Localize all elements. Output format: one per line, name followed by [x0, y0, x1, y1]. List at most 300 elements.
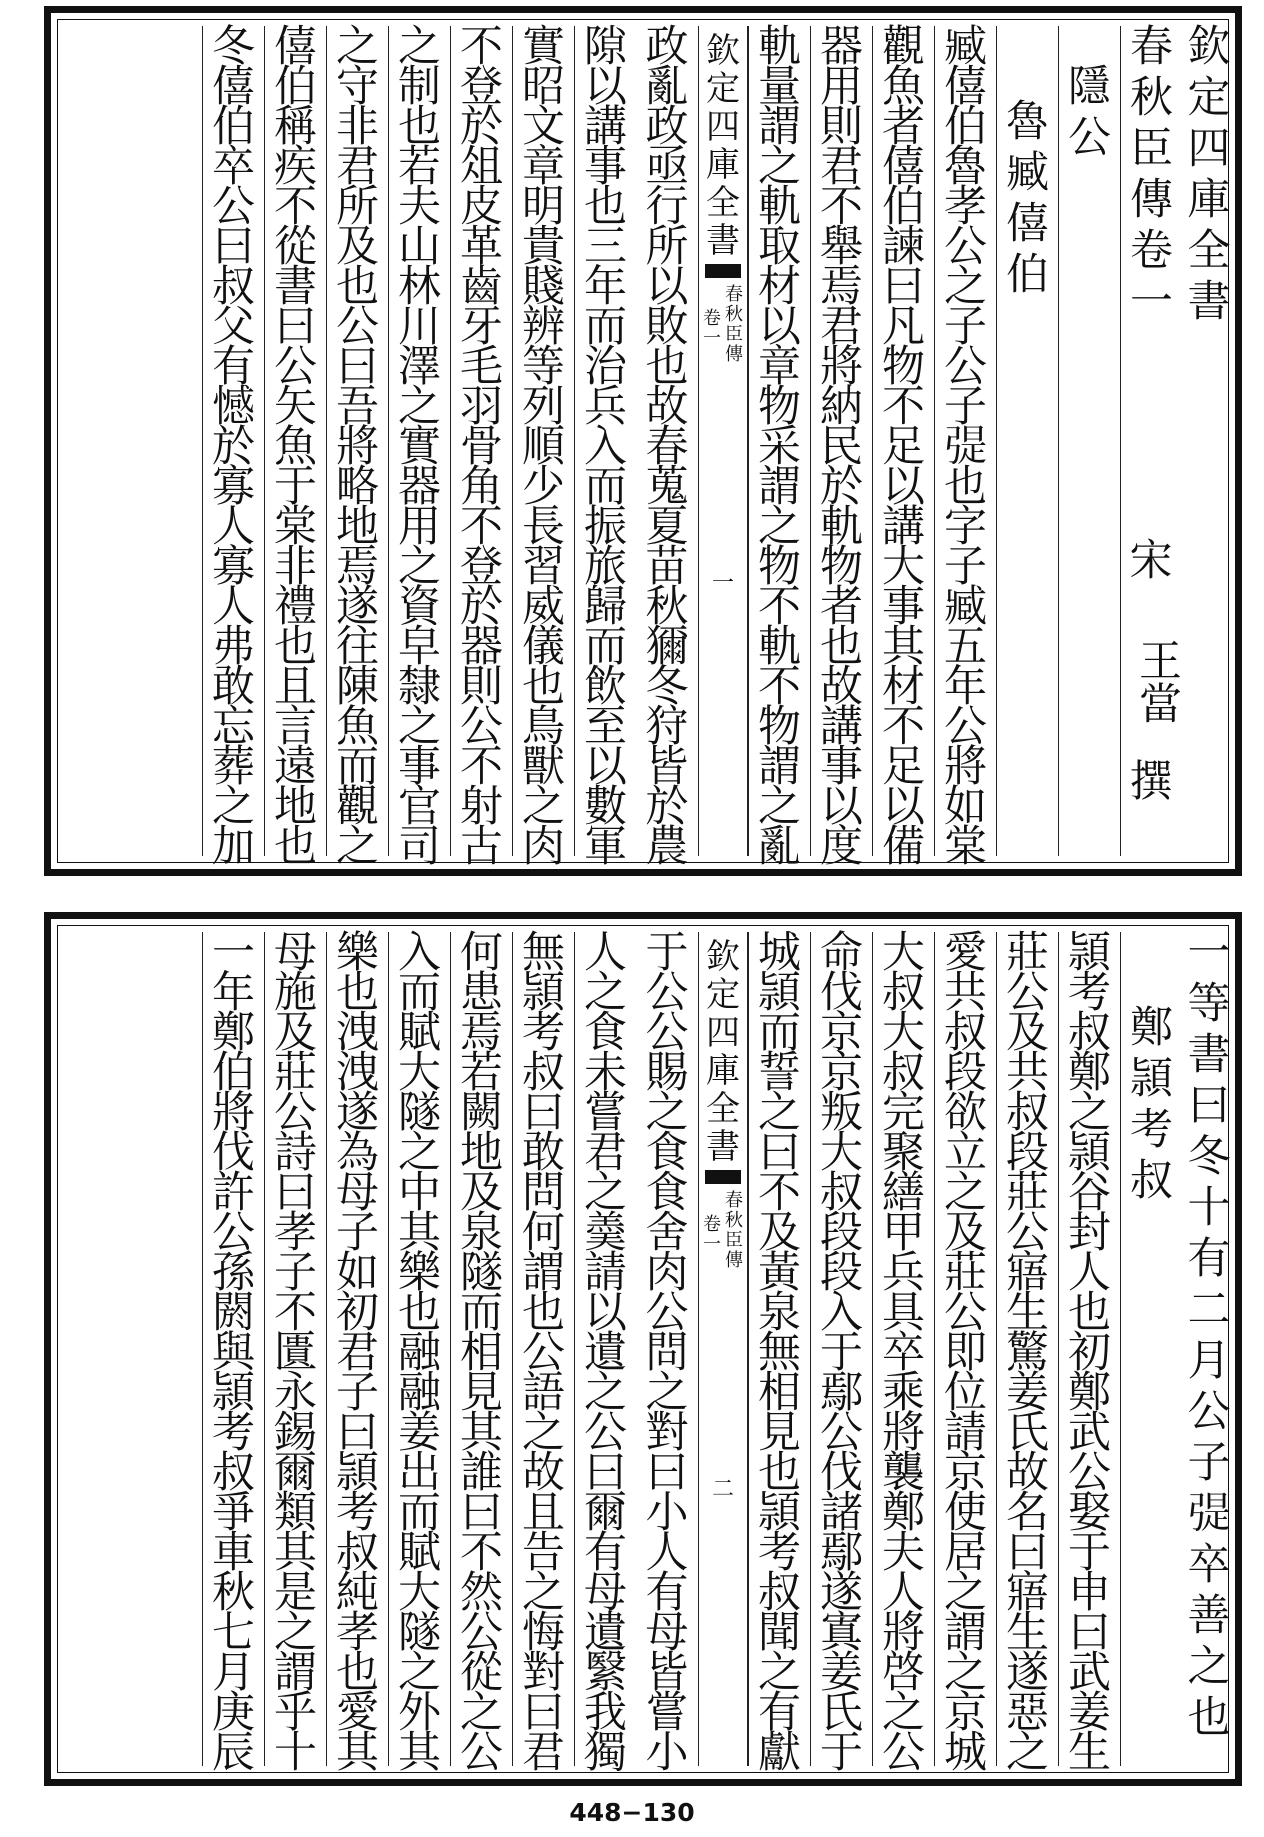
glyph: 姜: [398, 1408, 441, 1458]
glyph: 君: [336, 1328, 379, 1378]
glyph: 生: [1006, 1608, 1049, 1658]
glyph: 年: [944, 662, 987, 712]
glyph: 往: [336, 622, 379, 672]
glyph: 大: [882, 928, 925, 978]
glyph: 公: [645, 968, 689, 1018]
glyph: 之: [1006, 1728, 1049, 1778]
glyph: 公: [944, 222, 987, 272]
glyph: 將: [944, 742, 987, 792]
glyph: 苗: [645, 542, 689, 592]
glyph: 觀: [882, 22, 925, 72]
glyph: 子: [944, 542, 987, 592]
glyph: 冬: [1187, 1132, 1231, 1182]
glyph: 章: [758, 342, 801, 392]
gutter-book-glyph: 春: [725, 284, 743, 305]
glyph: 足: [882, 422, 925, 472]
glyph: 曰: [882, 262, 925, 312]
glyph: 考: [212, 1408, 255, 1458]
glyph: 樂: [336, 928, 379, 978]
glyph: 角: [460, 462, 503, 512]
glyph: 我: [584, 1688, 627, 1738]
glyph: 物: [758, 542, 801, 592]
glyph: 不: [460, 1528, 503, 1578]
glyph: 母: [645, 1608, 689, 1658]
glyph: 之: [758, 502, 801, 552]
page-top: [44, 6, 1242, 876]
glyph: 不: [758, 662, 801, 712]
glyph: 公: [820, 1408, 863, 1458]
glyph: 三: [584, 222, 627, 272]
glyph: 而: [584, 302, 627, 352]
glyph: 十: [274, 1728, 317, 1778]
gutter-title-glyph: 庫: [706, 1051, 740, 1091]
glyph: 夫: [882, 1528, 925, 1578]
text-column: [264, 22, 326, 872]
glyph: 子: [1187, 1438, 1231, 1488]
text-column: [326, 928, 388, 1778]
text-column: [1058, 928, 1120, 1778]
glyph: 定: [1187, 73, 1231, 123]
glyph: 命: [820, 928, 863, 978]
glyph: 材: [882, 662, 925, 712]
glyph: 魯: [1006, 97, 1049, 147]
glyph: 旅: [584, 542, 627, 592]
glyph: 於: [460, 102, 503, 152]
glyph: 之: [758, 782, 801, 832]
glyph: 狩: [645, 702, 689, 752]
glyph: 諫: [882, 222, 925, 272]
glyph: 謂: [758, 462, 801, 512]
glyph: 施: [274, 968, 317, 1018]
glyph: 伐: [820, 968, 863, 1018]
glyph: 曰: [584, 1448, 627, 1498]
glyph: 之: [882, 1688, 925, 1738]
glyph: 也: [274, 622, 317, 672]
glyph: 政: [645, 22, 689, 72]
glyph: 將: [820, 342, 863, 392]
glyph: 者: [820, 582, 863, 632]
glyph: 所: [336, 182, 379, 232]
glyph: 皆: [645, 742, 689, 792]
glyph: 儀: [522, 622, 565, 672]
glyph: 也: [758, 1448, 801, 1498]
glyph: 及: [274, 1008, 317, 1058]
glyph: 俎: [460, 142, 503, 192]
glyph: 曰: [336, 1408, 379, 1458]
glyph: 物: [758, 702, 801, 752]
glyph: 錫: [274, 1408, 317, 1458]
glyph: 卒: [1187, 1540, 1231, 1590]
glyph: 孝: [336, 1608, 379, 1658]
glyph: 欽: [1187, 22, 1231, 72]
glyph: 非: [274, 542, 317, 592]
glyph: 公: [1006, 1208, 1049, 1258]
glyph: 隧: [460, 1248, 503, 1298]
glyph: 母: [274, 928, 317, 978]
glyph: 伯: [274, 62, 317, 112]
glyph: 葬: [212, 742, 255, 792]
glyph: 君: [336, 142, 379, 192]
glyph: 而: [398, 968, 441, 1018]
glyph: 冬: [645, 662, 689, 712]
glyph: 足: [882, 742, 925, 792]
glyph: 將: [212, 1088, 255, 1138]
glyph: 遂: [1006, 1648, 1049, 1698]
glyph: 長: [522, 502, 565, 552]
glyph: 行: [645, 182, 689, 232]
glyph: 焉: [460, 1008, 503, 1058]
page-bottom: [44, 912, 1242, 1786]
glyph: 十: [1187, 1183, 1231, 1233]
text-column: [202, 22, 264, 872]
glyph: 子: [336, 1208, 379, 1258]
glyph: 及: [758, 1208, 801, 1258]
glyph: 甲: [882, 1208, 925, 1258]
glyph: 章: [522, 142, 565, 192]
glyph: 之: [584, 968, 627, 1018]
glyph: 數: [584, 782, 627, 832]
glyph: 庚: [212, 1688, 255, 1738]
glyph: 子: [944, 302, 987, 352]
glyph: 叔: [336, 1528, 379, 1578]
glyph: 頴: [758, 1488, 801, 1538]
glyph: 相: [460, 1328, 503, 1378]
glyph: 鄭: [1068, 1048, 1111, 1098]
glyph: 小: [645, 1728, 689, 1778]
glyph: 黃: [758, 1248, 801, 1298]
glyph: 兵: [882, 1248, 925, 1298]
glyph: 肉: [645, 1248, 689, 1298]
glyph: 不: [882, 702, 925, 752]
glyph: 且: [274, 662, 317, 712]
glyph: 謂: [758, 102, 801, 152]
glyph: 𢐂: [944, 422, 987, 472]
glyph: 曰: [274, 302, 317, 352]
glyph: 蒐: [645, 462, 689, 512]
glyph: 焉: [336, 542, 379, 592]
glyph: 於: [820, 462, 863, 512]
glyph: 則: [820, 102, 863, 152]
glyph: 谷: [1068, 1168, 1111, 1218]
glyph: 書: [274, 262, 317, 312]
glyph: 子: [336, 1368, 379, 1418]
glyph: 皮: [460, 182, 503, 232]
glyph: 驚: [1006, 1328, 1049, 1378]
glyph: 君: [820, 302, 863, 352]
glyph: 爭: [212, 1488, 255, 1538]
glyph: 伯: [212, 102, 255, 152]
glyph: 公: [645, 1288, 689, 1338]
glyph: 軍: [584, 822, 627, 872]
glyph: 不: [460, 742, 503, 792]
glyph: 從: [460, 1648, 503, 1698]
glyph: 謂: [522, 1248, 565, 1298]
glyph: 詩: [274, 1128, 317, 1178]
glyph: 略: [336, 462, 379, 512]
glyph: 其: [336, 1728, 379, 1778]
glyph: 叔: [944, 1008, 987, 1058]
glyph: 曰: [645, 1448, 689, 1498]
gutter-title-glyph: 全: [706, 183, 740, 223]
glyph: 羮: [584, 1208, 627, 1258]
glyph: 不: [758, 1168, 801, 1218]
glyph: 軌: [758, 22, 801, 72]
glyph: 謂: [758, 742, 801, 792]
glyph: 而: [758, 1008, 801, 1058]
glyph: 書: [1187, 277, 1231, 327]
glyph: 魚: [274, 422, 317, 472]
glyph: 其: [398, 1728, 441, 1778]
glyph: 寡: [212, 542, 255, 592]
glyph: 而: [584, 622, 627, 672]
glyph: 于: [820, 1328, 863, 1378]
glyph: 登: [460, 542, 503, 592]
glyph: 京: [820, 1008, 863, 1058]
glyph: 考: [758, 1528, 801, 1578]
text-column: [996, 928, 1058, 1778]
glyph: 五: [944, 622, 987, 672]
glyph: 將: [882, 1608, 925, 1658]
glyph: 啓: [882, 1648, 925, 1698]
glyph: 為: [336, 1128, 379, 1178]
fishtail-mark: [705, 264, 741, 278]
glyph: 遺: [584, 1608, 627, 1658]
glyph: 川: [398, 302, 441, 352]
gutter-book-glyph: 秋: [725, 304, 743, 325]
glyph: 匱: [274, 1328, 317, 1378]
glyph: 何: [460, 928, 503, 978]
glyph: 之: [758, 142, 801, 192]
glyph: 僖: [944, 62, 987, 112]
glyph: 之: [944, 1648, 987, 1698]
glyph: 如: [944, 782, 987, 832]
glyph: 見: [460, 1368, 503, 1418]
text-column: [1058, 26, 1120, 856]
glyph: 純: [336, 1568, 379, 1618]
glyph: 及: [336, 222, 379, 272]
glyph: 順: [522, 422, 565, 472]
glyph: 叔: [758, 1568, 801, 1618]
glyph: 齒: [460, 262, 503, 312]
page-frame: [57, 925, 1231, 1778]
glyph: 傳: [1130, 175, 1173, 225]
glyph: 之: [758, 1648, 801, 1698]
glyph: 曰: [522, 1088, 565, 1138]
glyph: 古: [460, 822, 503, 872]
glyph: 位: [944, 1368, 987, 1418]
glyph: 氏: [1006, 1408, 1049, 1458]
glyph: 以: [584, 1288, 627, 1338]
glyph: 頴: [758, 968, 801, 1018]
glyph: 以: [882, 462, 925, 512]
glyph: 用: [820, 62, 863, 112]
glyph: 大: [398, 1048, 441, 1098]
glyph: 獨: [584, 1728, 627, 1778]
glyph: 若: [460, 1048, 503, 1098]
glyph: 無: [758, 1328, 801, 1378]
glyph: 不: [274, 1288, 317, 1338]
glyph: 之: [584, 1168, 627, 1218]
text-column: [1182, 928, 1236, 1766]
glyph: 庫: [1187, 175, 1231, 225]
gutter-title-glyph: 定: [706, 69, 740, 109]
author-line: [1120, 536, 1182, 812]
fishtail-mark: [705, 1170, 741, 1184]
glyph: 地: [336, 502, 379, 552]
gutter-title-glyph: 庫: [706, 145, 740, 185]
text-column: [934, 22, 996, 872]
glyph: 射: [460, 782, 503, 832]
glyph: 也: [944, 462, 987, 512]
glyph: 敢: [212, 662, 255, 712]
glyph: 列: [522, 382, 565, 432]
glyph: 守: [336, 62, 379, 112]
glyph: 也: [820, 622, 863, 672]
glyph: 叔: [1006, 1088, 1049, 1138]
author-dynasty: 宋: [1129, 536, 1173, 586]
glyph: 之: [1068, 1088, 1111, 1138]
glyph: 官: [398, 782, 441, 832]
glyph: 鄭: [1068, 1368, 1111, 1418]
glyph: 之: [944, 1568, 987, 1618]
glyph: 之: [645, 1088, 689, 1138]
glyph: 謂: [944, 1608, 987, 1658]
glyph: 立: [944, 1128, 987, 1178]
glyph: 入: [820, 1288, 863, 1338]
glyph: 月: [1187, 1336, 1231, 1386]
glyph: 羽: [460, 382, 503, 432]
glyph: 何: [522, 1208, 565, 1258]
glyph: 頴: [336, 1448, 379, 1498]
glyph: 泉: [758, 1288, 801, 1338]
glyph: 寘: [820, 1608, 863, 1658]
glyph: 曰: [1068, 1608, 1111, 1658]
glyph: 於: [212, 422, 255, 472]
text-column: [512, 22, 574, 872]
glyph: 亂: [645, 62, 689, 112]
glyph: 洩: [336, 1048, 379, 1098]
glyph: 獸: [522, 742, 565, 792]
glyph: 其: [398, 1208, 441, 1258]
gutter-title-glyph: 定: [706, 975, 740, 1015]
text-column: [810, 928, 872, 1778]
glyph: 曰: [212, 222, 255, 272]
glyph: 事: [584, 142, 627, 192]
glyph: 食: [584, 1008, 627, 1058]
glyph: 誓: [758, 1048, 801, 1098]
glyph: 用: [398, 502, 441, 552]
glyph: 講: [820, 702, 863, 752]
glyph: 對: [522, 1648, 565, 1698]
gutter-juan-glyph: 一: [703, 1234, 721, 1255]
glyph: 段: [820, 1248, 863, 1298]
glyph: 量: [758, 62, 801, 112]
text-column: [574, 928, 636, 1778]
glyph: 諸: [820, 1488, 863, 1538]
glyph: 愛: [336, 1688, 379, 1738]
glyph: 軌: [758, 182, 801, 232]
glyph: 頴: [212, 1368, 255, 1418]
glyph: 與: [212, 1328, 255, 1378]
glyph: 將: [882, 1408, 925, 1458]
text-column: [1120, 932, 1182, 1766]
glyph: 凡: [882, 302, 925, 352]
glyph: 段: [944, 1048, 987, 1098]
glyph: 一: [1187, 928, 1231, 978]
glyph: 有: [212, 342, 255, 392]
glyph: 公: [944, 342, 987, 392]
glyph: 以: [758, 302, 801, 352]
glyph: 生: [1006, 1288, 1049, 1338]
glyph: 食: [645, 1168, 689, 1218]
glyph: 外: [398, 1688, 441, 1738]
glyph: 若: [398, 142, 441, 192]
glyph: 然: [460, 1568, 503, 1618]
glyph: 之: [944, 262, 987, 312]
glyph: 秋: [645, 582, 689, 632]
glyph: 洩: [336, 1008, 379, 1058]
glyph: 資: [398, 582, 441, 632]
glyph: 相: [758, 1368, 801, 1418]
glyph: 政: [645, 102, 689, 152]
glyph: 樂: [398, 1248, 441, 1298]
glyph: 乎: [274, 1688, 317, 1738]
page-frame: [57, 19, 1231, 872]
glyph: 君: [820, 142, 863, 192]
glyph: 考: [1130, 1105, 1173, 1155]
glyph: 泉: [460, 1208, 503, 1258]
gutter-book-glyph: 傳: [725, 344, 743, 365]
glyph: 非: [336, 102, 379, 152]
glyph: 故: [522, 1448, 565, 1498]
glyph: 棠: [944, 822, 987, 872]
glyph: 父: [212, 302, 255, 352]
glyph: 有: [758, 1688, 801, 1738]
glyph: 制: [398, 62, 441, 112]
glyph: 則: [460, 662, 503, 712]
glyph: 皁: [398, 622, 441, 672]
glyph: 公: [584, 1408, 627, 1458]
glyph: 物: [820, 542, 863, 592]
glyph: 月: [212, 1648, 255, 1698]
glyph: 全: [1187, 226, 1231, 276]
glyph: 人: [212, 502, 255, 552]
glyph: 山: [398, 222, 441, 272]
gutter-book-glyph: 春: [725, 1190, 743, 1211]
glyph: 公: [274, 1088, 317, 1138]
glyph: 人: [1068, 1248, 1111, 1298]
glyph: 春: [1130, 22, 1173, 72]
glyph: 公: [274, 342, 317, 392]
glyph: 城: [758, 928, 801, 978]
glyph: 寤: [1006, 1568, 1049, 1618]
glyph: 嘗: [584, 1088, 627, 1138]
glyph: 居: [944, 1528, 987, 1578]
glyph: 賜: [645, 1048, 689, 1098]
glyph: 考: [1068, 968, 1111, 1018]
glyph: 軌: [758, 622, 801, 672]
glyph: 以: [820, 782, 863, 832]
glyph: 遂: [336, 1088, 379, 1138]
glyph: 之: [584, 1368, 627, 1418]
glyph: 曰: [460, 1488, 503, 1538]
gutter-book-glyph: 傳: [725, 1250, 743, 1271]
text-column: [934, 928, 996, 1778]
glyph: 于: [1068, 1528, 1111, 1578]
glyph: 之: [645, 1368, 689, 1418]
glyph: 司: [398, 822, 441, 872]
glyph: 之: [944, 1168, 987, 1218]
